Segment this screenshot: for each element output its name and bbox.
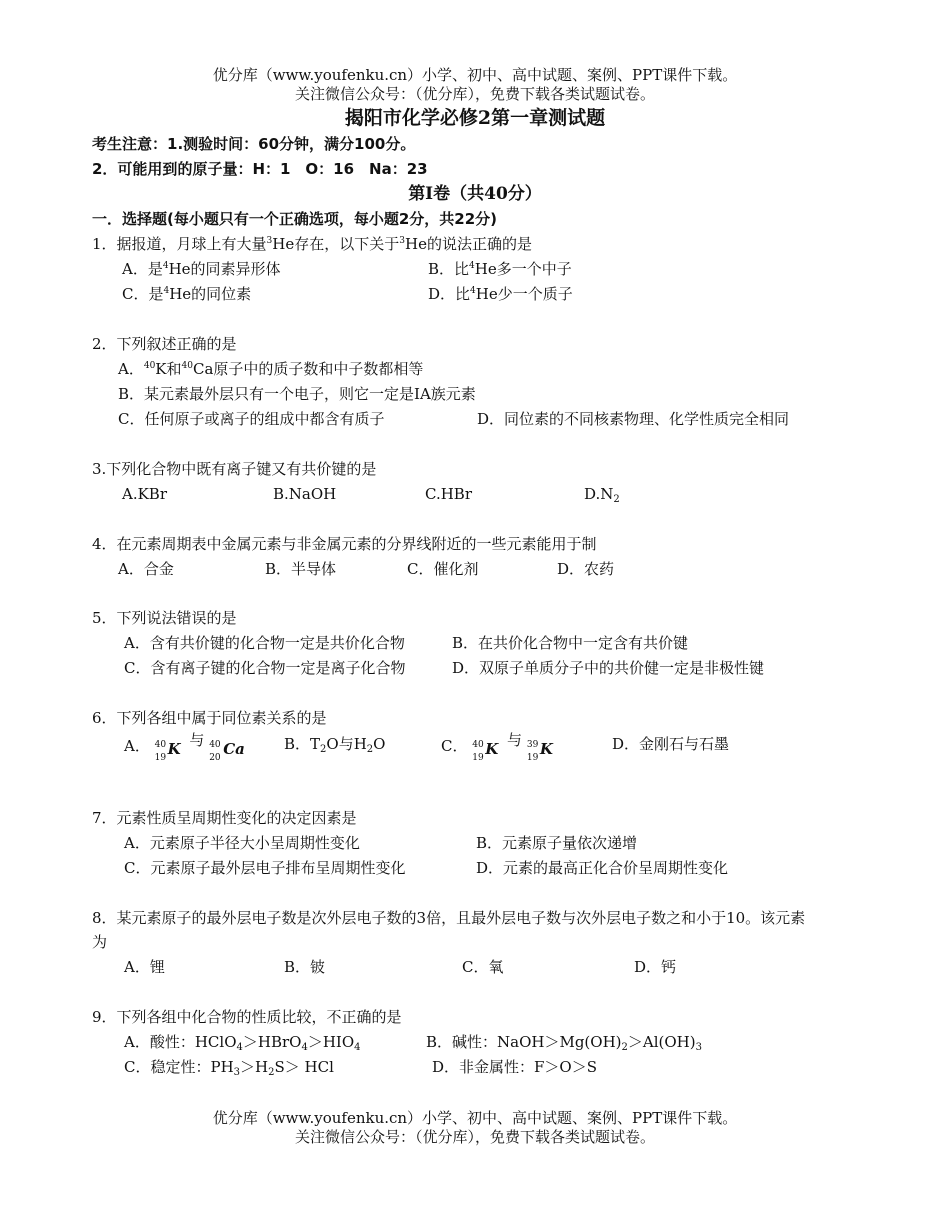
question-3-option-b[interactable]: B.NaOH — [273, 485, 337, 503]
question-6-option-b[interactable]: B．$T_2O$与$H_2O$ — [284, 735, 386, 755]
isotope-k39: 39 19 K — [526, 740, 553, 763]
question-9-option-b[interactable]: B．碱性：$NaOH>Mg(OH)_2>Al(OH)_3$ — [426, 1033, 702, 1053]
question-8-stem-cont: 为 — [92, 933, 108, 951]
page-title: 揭阳市化学必修2第一章测试题 — [344, 107, 606, 129]
footer-line-1: 优分库（www.youfenku.cn）小学、初中、高中试题、案例、PPT课件下载。 — [212, 1109, 738, 1127]
isotope-k40-c: 40 19 K — [472, 740, 499, 763]
question-1-option-d[interactable]: D．比$^4$He少一个质子 — [428, 285, 573, 303]
header-line-2: 关注微信公众号：（优分库），免费下载各类试题试卷。 — [294, 85, 655, 103]
question-1-option-c[interactable]: C．是$^4$He的同位素 — [122, 285, 252, 303]
question-1-stem: 1．据报道，月球上有大量$^3$He存在，以下关于$^3$He的说法正确的是 — [92, 235, 532, 253]
isotope-k40: 40 19 K — [154, 740, 181, 763]
question-5-option-c[interactable]: C．含有离子键的化合物一定是离子化合物 — [124, 659, 406, 677]
question-3-stem: 3.下列化合物中既有离子键又有共价键的是 — [92, 460, 377, 478]
question-2-option-c[interactable]: C．任何原子或离子的组成中都含有质子 — [118, 410, 385, 428]
question-8-option-a[interactable]: A．锂 — [124, 958, 165, 976]
question-7-option-c[interactable]: C．元素原子最外层电子排布呈周期性变化 — [124, 859, 406, 877]
question-7-stem: 7．元素性质呈周期性变化的决定因素是 — [92, 809, 357, 827]
question-9-option-c[interactable]: C．稳定性：$PH_3>H_2S>$ HCl — [124, 1058, 334, 1078]
question-8-option-d[interactable]: D．钙 — [634, 958, 677, 976]
question-1-option-a[interactable]: A．是$^4$He的同素异形体 — [122, 260, 281, 278]
question-5-stem: 5．下列说法错误的是 — [92, 609, 237, 627]
question-4-option-c[interactable]: C．催化剂 — [407, 560, 479, 578]
question-4-option-a[interactable]: A．合金 — [118, 560, 174, 578]
question-6-option-a[interactable]: A． 40 19 K 与 40 20 Ca — [124, 734, 249, 759]
question-8-option-c[interactable]: C．氧 — [462, 958, 504, 976]
notice-atomic-mass: 2．可能用到的原子量：H：1 O：16 Na：23 — [92, 160, 428, 178]
question-1-option-b[interactable]: B．比$^4$He多一个中子 — [428, 260, 572, 278]
question-9-option-a[interactable]: A．酸性：$HClO_4>HBrO_4>HIO_4$ — [124, 1033, 361, 1053]
question-2-option-d[interactable]: D．同位素的不同核素物理、化学性质完全相同 — [477, 410, 790, 428]
question-5-option-d[interactable]: D．双原子单质分子中的共价健一定是非极性键 — [452, 659, 765, 677]
question-9-option-d[interactable]: D．非金属性：F＞O＞S — [432, 1058, 598, 1076]
part-heading: 第Ⅰ卷（共40分） — [408, 184, 542, 204]
footer-line-2: 关注微信公众号：（优分库），免费下载各类试题试卷。 — [294, 1128, 655, 1146]
question-8-stem: 8．某元素原子的最外层电子数是次外层电子数的3倍，且最外层电子数与次外层电子数之和小于10。该元素 — [92, 909, 806, 927]
question-6-option-c[interactable]: C． 40 19 K 与 39 19 K — [441, 734, 557, 759]
isotope-ca40: 40 20 Ca — [209, 740, 245, 763]
notice-time: 考生注意：1.测验时间：60分钟，满分100分。 — [92, 135, 416, 153]
question-2-option-b[interactable]: B．某元素最外层只有一个电子，则它一定是ⅠA族元素 — [118, 385, 476, 403]
question-2-option-a[interactable]: A．$^{40}$K和$^{40}$Ca原子中的质子数和中子数都相等 — [118, 360, 424, 378]
question-5-option-a[interactable]: A．含有共价键的化合物一定是共价化合物 — [124, 634, 405, 652]
question-4-stem: 4．在元素周期表中金属元素与非金属元素的分界线附近的一些元素能用于制 — [92, 535, 597, 553]
question-4-option-d[interactable]: D．农药 — [557, 560, 615, 578]
question-4-option-b[interactable]: B．半导体 — [265, 560, 337, 578]
question-3-option-c[interactable]: C.HBr — [425, 485, 472, 503]
question-7-option-d[interactable]: D．元素的最高正化合价呈周期性变化 — [476, 859, 729, 877]
question-7-option-a[interactable]: A．元素原子半径大小呈周期性变化 — [124, 834, 360, 852]
question-7-option-b[interactable]: B．元素原子量依次递增 — [476, 834, 638, 852]
question-5-option-b[interactable]: B．在共价化合物中一定含有共价键 — [452, 634, 689, 652]
header-line-1: 优分库（www.youfenku.cn）小学、初中、高中试题、案例、PPT课件下载。 — [212, 66, 738, 84]
question-8-option-b[interactable]: B．铍 — [284, 958, 326, 976]
question-6-stem: 6．下列各组中属于同位素关系的是 — [92, 709, 327, 727]
question-3-option-d[interactable]: $D.N_2$ — [584, 485, 620, 505]
question-6-option-d[interactable]: D．金刚石与石墨 — [612, 735, 730, 753]
question-2-stem: 2．下列叙述正确的是 — [92, 335, 237, 353]
question-9-stem: 9．下列各组中化合物的性质比较，不正确的是 — [92, 1008, 402, 1026]
question-3-option-a[interactable]: A.KBr — [122, 485, 167, 503]
section-heading: 一．选择题(每小题只有一个正确选项，每小题2分，共22分) — [92, 210, 498, 228]
